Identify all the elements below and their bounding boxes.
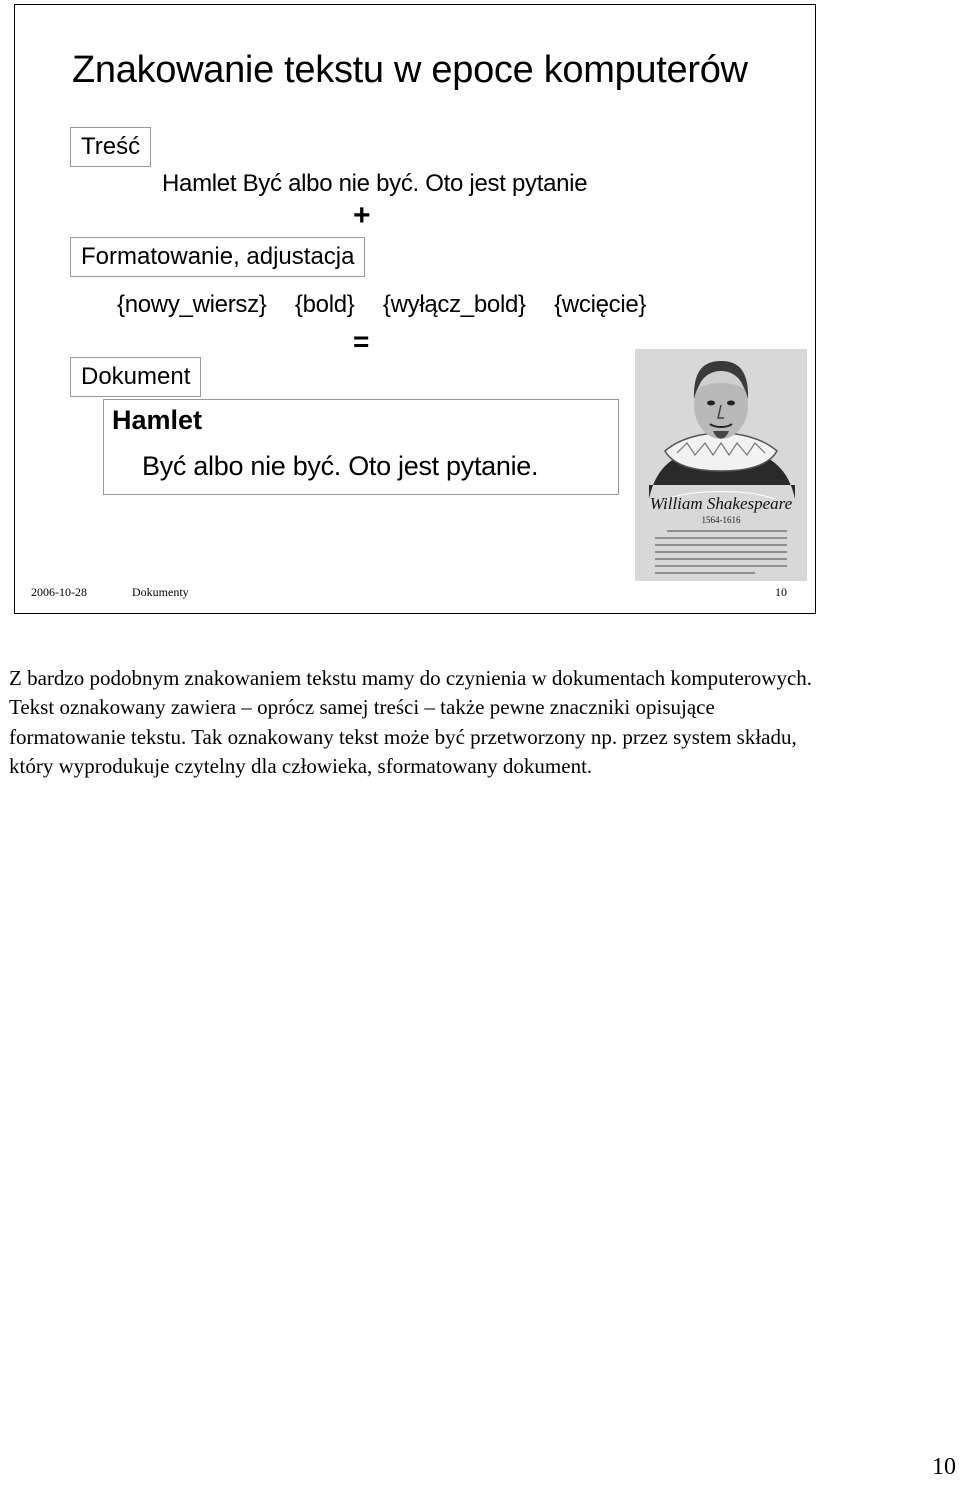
content-text: Hamlet Być albo nie być. Oto jest pytanie — [162, 170, 588, 197]
document-box — [103, 399, 619, 495]
content-label: Treść — [70, 127, 151, 167]
format-label: Formatowanie, adjustacja — [70, 237, 365, 277]
markup-tag-newline: {nowy_wiersz} — [117, 291, 267, 318]
portrait-years: 1564-1616 — [701, 515, 741, 525]
slide — [14, 4, 816, 614]
equals-sign: = — [353, 326, 370, 357]
footer-date: 2006-10-28 — [31, 585, 87, 599]
footer-slide-number: 10 — [775, 585, 787, 599]
lecture-note: Z bardzo podobnym znakowaniem tekstu mamy do czynienia w dokumentach komputerowych. Tekst oznakowany zawiera – oprócz samej treści – także pewne znaczniki opisujące formatowanie tekstu. Tak oznakowany tekst może być przetworzony np. przez system składu, który wyprodukuje czytelny dla człowieka, sformatowany dokument. — [9, 666, 813, 778]
markup-tag-bold: {bold} — [294, 291, 355, 318]
footer-title: Dokumenty — [132, 585, 189, 599]
document-text: Być albo nie być. Oto jest pytanie. — [142, 451, 539, 481]
markup-tag-indent: {wcięcie} — [554, 291, 647, 318]
markup-tags — [117, 291, 668, 319]
plus-sign: + — [353, 199, 371, 232]
portrait-caption: William Shakespeare — [649, 494, 793, 513]
document-label: Dokument — [70, 357, 201, 397]
portrait-image — [635, 349, 807, 581]
shakespeare-portrait — [635, 349, 807, 581]
page-number: 10 — [932, 1454, 956, 1480]
markup-tag-bold-off: {wyłącz_bold} — [382, 291, 526, 318]
document-heading: Hamlet — [112, 405, 203, 435]
slide-title: Znakowanie tekstu w epoce komputerów — [72, 49, 748, 91]
